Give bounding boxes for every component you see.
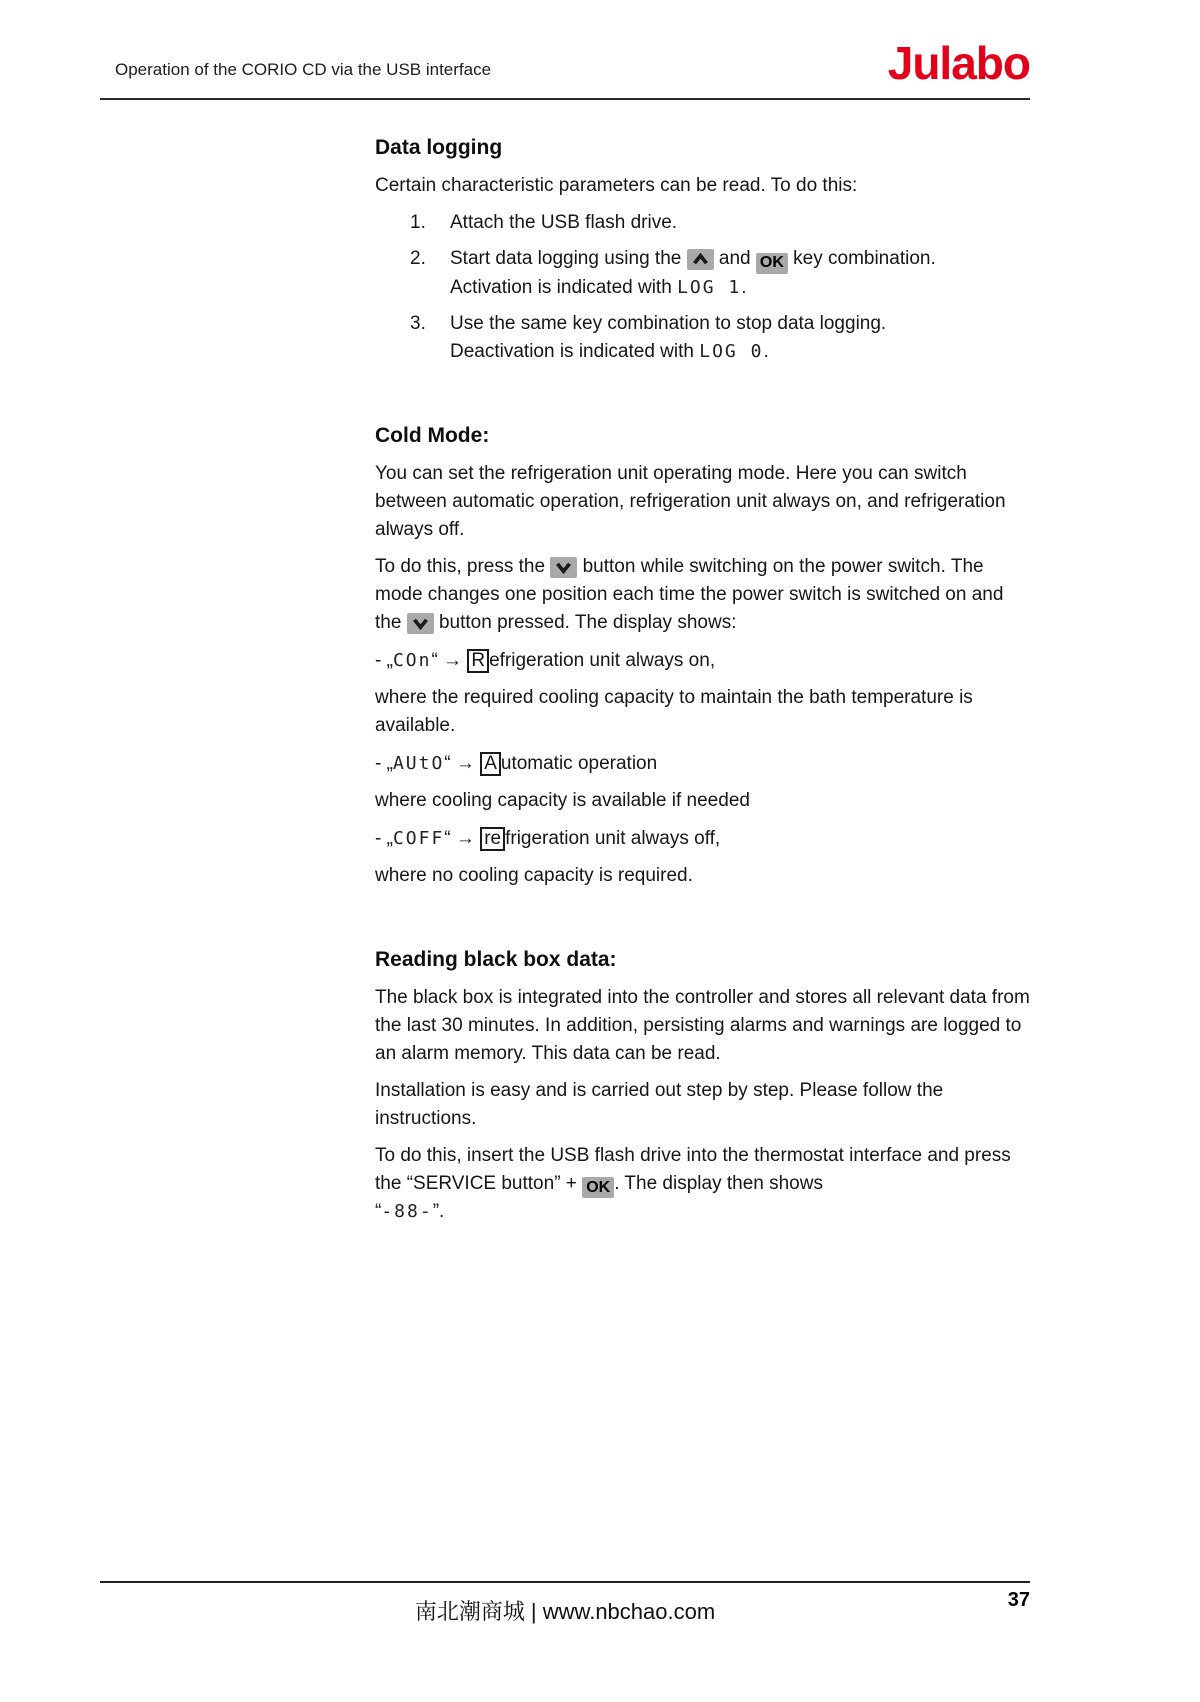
list-item [375,245,1035,302]
page-footer [100,1581,1030,1626]
footer-site-text: 南北潮商城 | www.nbchao.com [414,1599,716,1624]
seven-segment-text: COn [392,649,432,671]
section-cold-mode [375,422,1035,890]
text-run: Deactivation is indicated with [450,340,700,362]
text-run: “ → [444,752,481,774]
boxed-letter: re [480,827,505,851]
list-number: 2. [410,248,426,269]
text-run: Use the same key combination to stop data logging. [450,312,887,334]
paragraph [375,553,1035,637]
paragraph: Installation is easy and is carried out step by step. Please follow the instructions. [375,1079,944,1129]
text-run: Activation is indicated with [450,276,678,298]
ok-key-icon: OK [756,253,788,274]
boxed-letter: A [480,752,501,776]
list-item-body [450,245,1035,302]
paragraph: The black box is integrated into the controller and stores all relevant data from the last 30 minutes. In addition, persisting alarms and warnings are logged to an alarm memory. This data can be read. [375,986,1030,1064]
mode-line-con [375,647,1035,675]
list-item-body [450,310,1035,366]
julabo-logo: Julabo [887,37,1030,89]
page-header [100,37,1030,89]
text-run: Attach the USB flash drive. [450,212,678,233]
mode-description: where the required cooling capacity to maintain the bath temperature is available. [375,686,973,736]
boxed-letter: R [467,649,489,673]
footer-row [100,1583,1030,1626]
text-run: efrigeration unit always on, [489,649,716,671]
paragraph [375,1142,1035,1227]
section-data-logging [375,134,1035,366]
page-number: 37 [1007,1589,1030,1611]
list-item-body [450,209,1035,237]
text-run: ”. [432,1201,445,1222]
text-run: button pressed. The display shows: [433,611,737,633]
section-heading-cold-mode: Cold Mode: [375,423,490,447]
section-heading-data-logging: Data logging [375,136,503,159]
seven-segment-text: LOG 1 [677,276,742,298]
seven-segment-text: AUtO [392,752,445,774]
mode-line-coff [375,825,1035,853]
text-run: frigeration unit always off, [505,827,721,849]
text-run: . The display then shows [614,1172,823,1194]
arrow-up-key-icon [687,249,714,270]
page-content [375,120,1035,1235]
seven-segment-text: -88- [381,1201,433,1222]
text-run: button while switching on the power switch. The mode changes one position each time the power switch is switched on and the [375,555,1004,633]
ok-key-icon: OK [582,1177,614,1198]
text-run: “ → [431,649,468,671]
mode-line-auto [375,750,1035,778]
seven-segment-text: COFF [392,827,445,849]
text-run: To do this, insert the USB flash drive into the thermostat interface and press the “SERVICE button” + [375,1144,1011,1194]
section-heading-black-box: Reading black box data: [375,947,617,971]
arrow-down-key-icon [550,557,577,578]
text-run: key combination. [787,248,936,269]
section-black-box [375,946,1035,1227]
text-run: . [741,276,747,298]
text-run: - „ [375,827,393,849]
text-run: . [763,340,769,362]
header-title: Operation of the CORIO CD via the USB interface [115,60,492,79]
text-run: utomatic operation [500,752,658,774]
list-item [375,209,1035,237]
mode-description: where cooling capacity is available if needed [375,789,750,811]
text-run: and [713,248,756,269]
list-number: 3. [410,312,426,334]
mode-description: where no cooling capacity is required. [375,864,693,886]
text-run: To do this, press the [375,555,551,577]
text-run: - „ [375,752,393,774]
numbered-list [375,209,1035,366]
text-run: “ [375,1201,382,1222]
arrow-down-key-icon [407,613,434,634]
header-rule [100,98,1030,100]
text-run: Start data logging using the [450,248,687,269]
text-run: “ → [444,827,481,849]
text-run: - „ [375,649,393,671]
list-number: 1. [410,212,426,233]
seven-segment-text: LOG 0 [699,340,764,362]
paragraph-intro: Certain characteristic parameters can be read. To do this: [375,175,858,196]
list-item [375,310,1035,366]
paragraph: You can set the refrigeration unit operating mode. Here you can switch between automatic operation, refrigeration unit always on, and refrigeration always off. [375,462,1006,540]
